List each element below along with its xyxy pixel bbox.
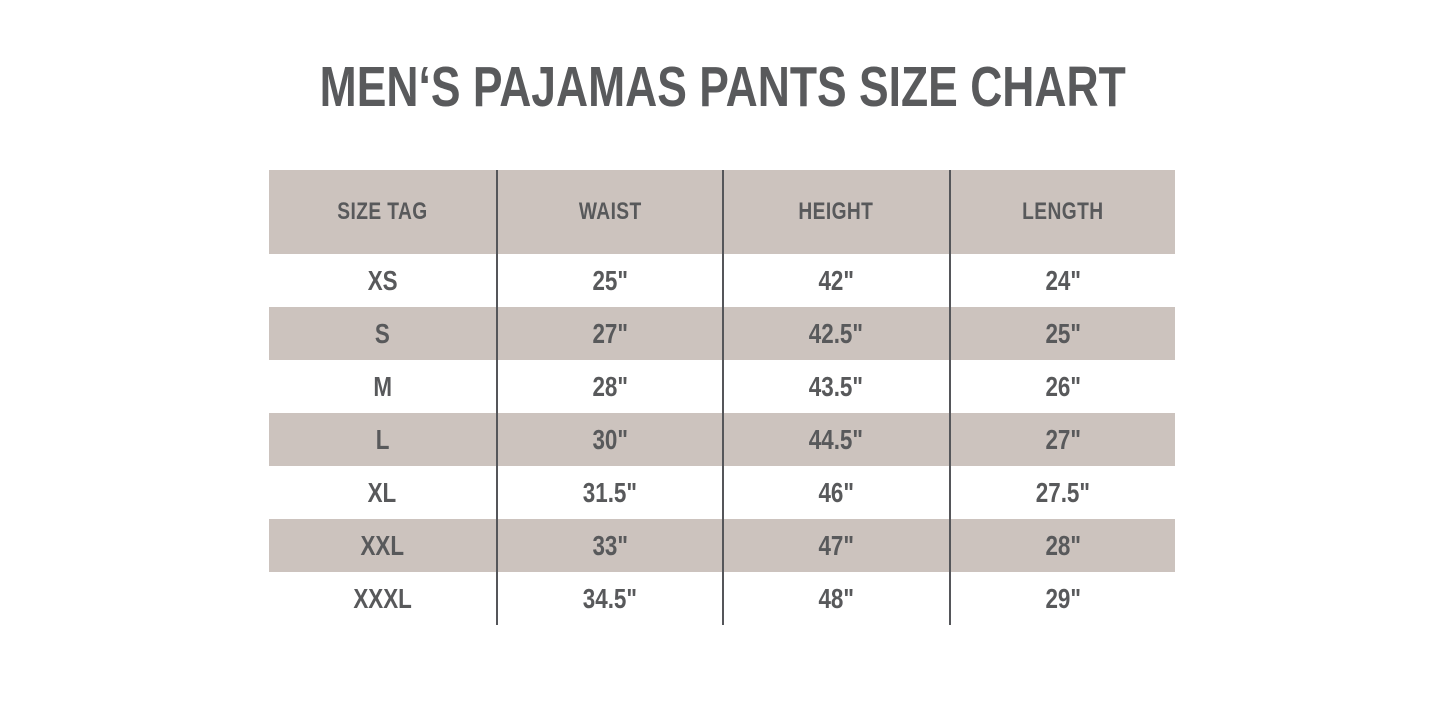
cell-height: 42.5" (722, 307, 949, 360)
cell-size-tag: XXL (360, 529, 405, 561)
cell-waist: 31.5" (496, 466, 723, 519)
cell-height: 44.5" (722, 413, 949, 466)
table-row-xxl (269, 519, 1175, 572)
cell-length: 26" (949, 360, 1176, 413)
cell-length: 27" (949, 413, 1176, 466)
cell-height: 46" (722, 466, 949, 519)
cell-waist: 34.5" (496, 572, 723, 625)
cell-waist: 27" (496, 307, 723, 360)
header-waist: WAIST (496, 170, 723, 254)
cell-size-tag: S (374, 317, 390, 349)
cell-length: 24" (949, 254, 1176, 307)
table-row-m (269, 360, 1175, 413)
cell-waist: 28" (496, 360, 723, 413)
table-row-xs (269, 254, 1175, 307)
cell-size-tag: M (372, 370, 392, 402)
header-height: HEIGHT (722, 170, 949, 254)
table-row-xxxl (269, 572, 1175, 625)
cell-height: 43.5" (722, 360, 949, 413)
cell-length: 27.5" (949, 466, 1176, 519)
cell-waist: 25" (496, 254, 723, 307)
size-table (269, 170, 1175, 625)
cell-waist: 33" (496, 519, 723, 572)
header-length: LENGTH (949, 170, 1176, 254)
cell-size-tag: XS (367, 264, 398, 296)
cell-height: 48" (722, 572, 949, 625)
cell-height: 47" (722, 519, 949, 572)
cell-size-tag: XXXL (352, 582, 412, 614)
cell-size-tag: L (375, 423, 390, 455)
table-header-row (269, 170, 1175, 254)
page-title (0, 56, 1445, 119)
table-row-xl (269, 466, 1175, 519)
table-row-l (269, 413, 1175, 466)
table-row-s (269, 307, 1175, 360)
cell-waist: 30" (496, 413, 723, 466)
cell-height: 42" (722, 254, 949, 307)
page-title-text: MEN‘S PAJAMAS PANTS SIZE CHART (319, 55, 1126, 119)
cell-length: 25" (949, 307, 1176, 360)
cell-size-tag: XL (367, 476, 397, 508)
header-size-tag: SIZE TAG (337, 198, 428, 225)
cell-length: 29" (949, 572, 1176, 625)
cell-length: 28" (949, 519, 1176, 572)
